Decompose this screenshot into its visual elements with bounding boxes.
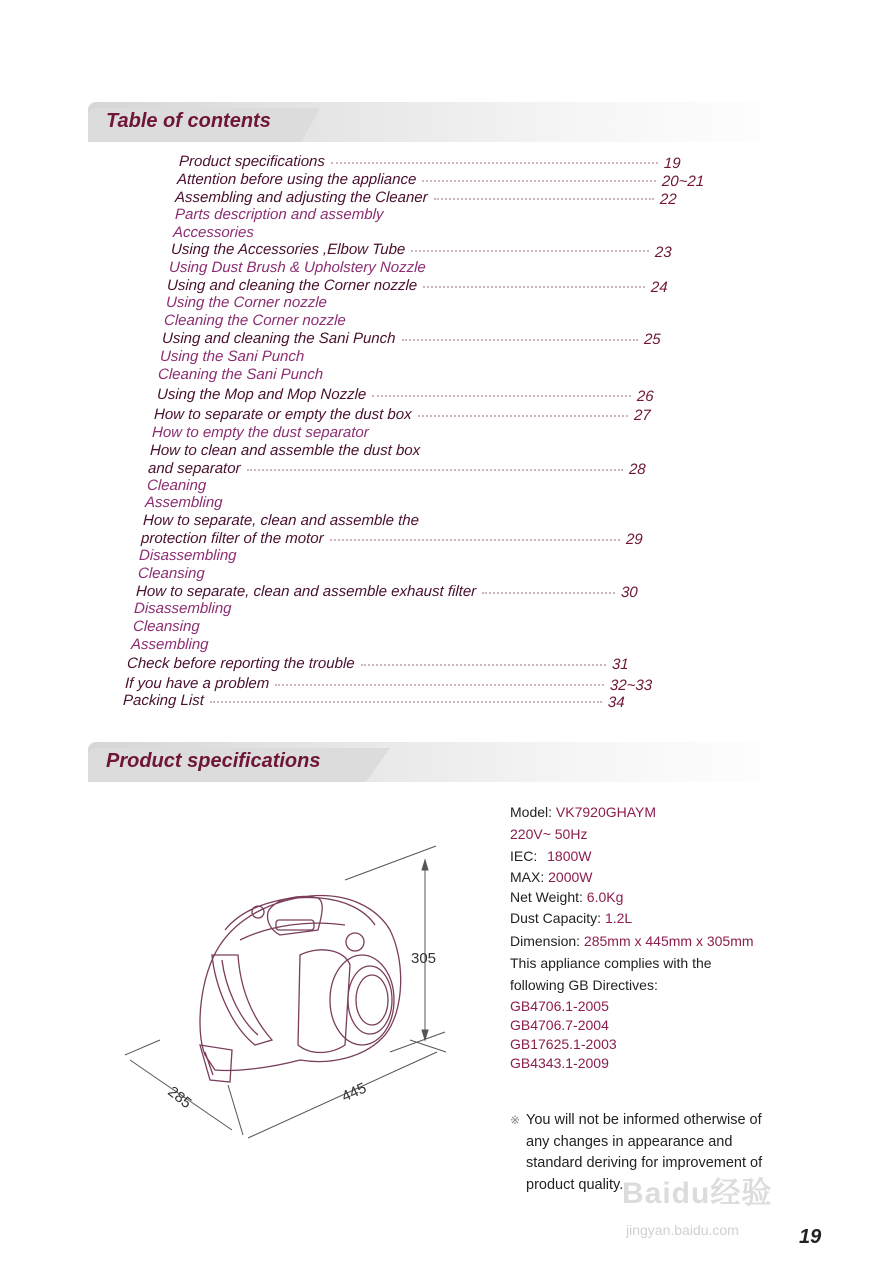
toc-entry-title: How to empty the dust separator xyxy=(151,424,370,441)
toc-entry-page: 34 xyxy=(607,694,625,711)
spec-max xyxy=(510,869,592,885)
toc-entry-title: Cleaning the Sani Punch xyxy=(157,366,324,383)
directive-item: GB17625.1-2003 xyxy=(510,1036,617,1052)
toc-entry-page: 22 xyxy=(659,191,677,208)
toc-entry-title: Assembling xyxy=(130,636,209,653)
toc-entry-title: and separator xyxy=(147,460,241,477)
spec-max-value: 2000W xyxy=(548,869,593,885)
dim-length-label: 445 xyxy=(339,1079,369,1106)
watermark-url: jingyan.baidu.com xyxy=(626,1222,739,1238)
toc-entry-title: Accessories xyxy=(172,224,255,241)
spec-compliance-line2: following GB Directives: xyxy=(510,977,658,993)
toc-entry-title: Using the Sani Punch xyxy=(159,348,305,365)
spec-weight-value: 6.0Kg xyxy=(586,889,624,905)
toc-entry-title: Cleansing xyxy=(132,618,201,635)
specs-heading: Product specifications xyxy=(106,750,321,772)
toc-entry-page: 30 xyxy=(620,584,638,601)
toc-entry-title: How to separate, clean and assemble the xyxy=(142,512,420,529)
toc-entry-page: 26 xyxy=(636,388,654,405)
toc-entry-page: 25 xyxy=(643,331,661,348)
disclaimer-text: You will not be informed otherwise of any changes in appearance and standard deriving for improvement of product quality. xyxy=(526,1112,763,1193)
toc-entry-page: 28 xyxy=(628,461,646,478)
spec-capacity-value: 1.2L xyxy=(604,910,633,926)
toc-entry-title: Disassembling xyxy=(138,547,237,564)
spec-model xyxy=(510,804,656,820)
toc-entry-title: Disassembling xyxy=(133,600,232,617)
toc-entry-page: 29 xyxy=(625,531,643,548)
spec-weight xyxy=(510,889,623,905)
spec-model-label: Model: xyxy=(510,804,553,820)
reference-mark-icon: ※ xyxy=(510,1113,521,1127)
spec-capacity-label: Dust Capacity: xyxy=(510,910,602,926)
spec-voltage xyxy=(510,826,587,842)
spec-weight-label: Net Weight: xyxy=(510,889,583,905)
toc-entry-title: Using Dust Brush & Upholstery Nozzle xyxy=(168,259,427,276)
toc-entry-title: Parts description and assembly xyxy=(174,206,384,223)
spec-voltage-value: 220V~ 50Hz xyxy=(510,826,588,842)
directive-item: GB4706.7-2004 xyxy=(510,1017,609,1033)
spec-iec-value: 1800W xyxy=(547,848,592,864)
toc-entry-title: Using and cleaning the Corner nozzle xyxy=(166,277,418,294)
directive-item: GB4706.1-2005 xyxy=(510,998,609,1014)
toc-heading: Table of contents xyxy=(106,110,271,132)
dim-width-label: 285 xyxy=(164,1083,195,1112)
toc-entry-title: Attention before using the appliance xyxy=(176,171,417,188)
spec-capacity xyxy=(510,910,632,926)
page-number: 19 xyxy=(799,1226,822,1248)
toc-entry-title: Cleansing xyxy=(137,565,206,582)
spec-model-value: VK7920GHAYM xyxy=(555,804,657,820)
toc-entry-title: Assembling xyxy=(144,494,223,511)
toc-entry-page: 23 xyxy=(654,244,672,261)
watermark-logo: Baidu经验 xyxy=(622,1177,773,1210)
toc-entry-page: 20~21 xyxy=(661,173,705,190)
toc-entry-title: Product specifications xyxy=(178,153,326,170)
directive-item: GB4343.1-2009 xyxy=(510,1055,609,1071)
toc-entry-title: Using the Corner nozzle xyxy=(165,294,328,311)
toc-entry-page: 31 xyxy=(611,656,629,673)
toc-entry-page: 19 xyxy=(663,155,681,172)
spec-iec-label: IEC: xyxy=(510,848,538,864)
toc-entry-title: How to separate or empty the dust box xyxy=(153,406,412,423)
toc-entry-title: Using the Accessories ,Elbow Tube xyxy=(170,241,406,258)
toc-entry-title: How to separate, clean and assemble exhaust filter xyxy=(135,583,477,600)
toc-entry-title: Check before reporting the trouble xyxy=(126,655,355,672)
toc-entry-title: Using the Mop and Mop Nozzle xyxy=(156,386,367,403)
toc-entry-title: If you have a problem xyxy=(124,675,270,692)
spec-dimension xyxy=(510,933,754,949)
spec-dimension-value: 285mm x 445mm x 305mm xyxy=(583,933,754,949)
spec-iec xyxy=(510,848,591,864)
toc-entry-title: Using and cleaning the Sani Punch xyxy=(161,330,396,347)
spec-dimension-label: Dimension: xyxy=(510,933,581,949)
toc-entry-page: 27 xyxy=(633,407,651,424)
dim-height-label: 305 xyxy=(411,950,437,967)
toc-entry-title: Cleaning the Corner nozzle xyxy=(163,312,347,329)
toc-entry-title: How to clean and assemble the dust box xyxy=(149,442,421,459)
toc-entry-title: protection filter of the motor xyxy=(140,530,324,547)
spec-max-label: MAX: xyxy=(510,869,545,885)
spec-compliance-line1: This appliance complies with the xyxy=(510,955,712,971)
toc-entry-page: 24 xyxy=(650,279,668,296)
toc-entry-title: Packing List xyxy=(122,692,205,709)
toc-entry-page: 32~33 xyxy=(609,677,653,694)
toc-entry-title: Cleaning xyxy=(146,477,207,494)
toc-entry-title: Assembling and adjusting the Cleaner xyxy=(174,189,428,206)
